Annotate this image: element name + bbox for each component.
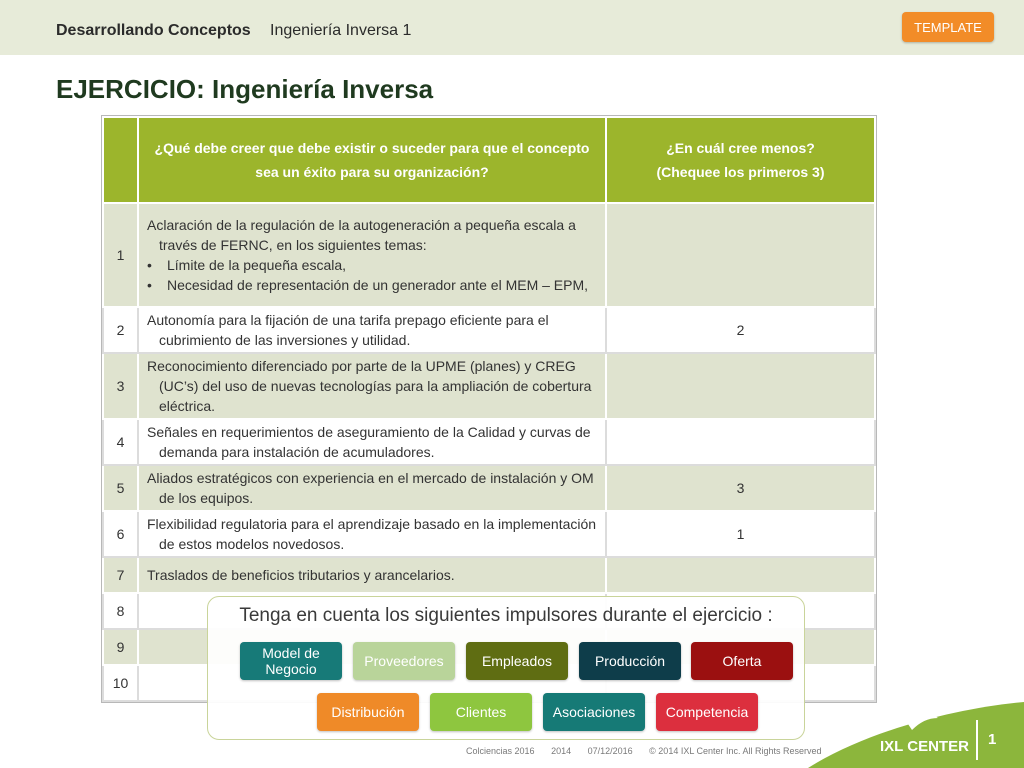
row-description (138, 307, 606, 353)
header-question-cell: ¿Qué debe creer que debe existir o suceder para que el concepto sea un éxito para su organización? (138, 117, 606, 203)
chip-modelo-negocio[interactable]: Model de Negocio (240, 642, 342, 680)
row-number: 1 (103, 203, 138, 307)
drivers-title: Tenga en cuenta los siguientes impulsores durante el ejercicio : (239, 605, 773, 626)
row-value[interactable]: 1 (606, 511, 875, 557)
brand-title: Desarrollando Conceptos (56, 22, 251, 39)
chip-produccion[interactable]: Producción (579, 642, 681, 680)
row-number: 7 (103, 557, 138, 593)
chip-oferta[interactable]: Oferta (691, 642, 793, 680)
bullet-dot: • (147, 277, 152, 293)
row-description-text: Señales en requerimientos de aseguramiento de la Calidad y curvas de demanda para instalación de acumuladores. (147, 424, 591, 460)
row-value[interactable] (606, 419, 875, 465)
row-number: 3 (103, 353, 138, 419)
header-num-cell (103, 117, 138, 203)
table-row (103, 465, 875, 511)
row-description (138, 419, 606, 465)
row-number: 2 (103, 307, 138, 353)
chip-asociaciones[interactable]: Asociaciones (543, 693, 645, 731)
row-number: 4 (103, 419, 138, 465)
footer-source: Colciencias 2016 (466, 746, 535, 756)
header-least-title: ¿En cuál cree menos? (666, 140, 815, 156)
bullet-item (147, 255, 597, 275)
row-value[interactable]: 2 (606, 307, 875, 353)
row-value[interactable] (606, 203, 875, 307)
header-least-cell (606, 117, 875, 203)
table-row (103, 353, 875, 419)
page-number: 1 (988, 731, 997, 748)
chip-proveedores[interactable]: Proveedores (353, 642, 455, 680)
corner-divider (976, 720, 978, 760)
chip-competencia[interactable]: Competencia (656, 693, 758, 731)
footer-date: 07/12/2016 (587, 746, 633, 756)
row-description (138, 203, 606, 307)
row-description-text: Reconocimiento diferenciado por parte de la UPME (planes) y CREG (UC’s) del uso de nuevas tecnologías para la ampliación de cobertura eléctrica. (147, 358, 592, 414)
row-description-text: Traslados de beneficios tributarios y arancelarios. (147, 567, 455, 583)
row-number: 9 (103, 629, 138, 665)
row-value[interactable] (606, 353, 875, 419)
footer-year: 2014 (551, 746, 572, 756)
row-description-text: Flexibilidad regulatoria para el aprendizaje basado en la implementación de estos modelos novedosos. (147, 516, 597, 552)
drivers-panel (207, 596, 805, 740)
row-description-text: Aclaración de la regulación de la autogeneración a pequeña escala a través de FERNC, en los siguientes temas: (147, 217, 576, 253)
row-number: 6 (103, 511, 138, 557)
bullet-item (147, 275, 597, 295)
row-description (138, 353, 606, 419)
bullet-text: Límite de la pequeña escala, (167, 257, 347, 273)
row-description (138, 557, 606, 593)
table-row (103, 419, 875, 465)
row-description (138, 465, 606, 511)
footer-copyright: © 2014 IXL Center Inc. All Rights Reserved (649, 746, 822, 756)
table-row (103, 307, 875, 353)
page-title: EJERCICIO: Ingeniería Inversa (56, 74, 434, 104)
row-number: 10 (103, 665, 138, 701)
row-value[interactable]: 3 (606, 465, 875, 511)
header-least-note: (Chequee los primeros 3) (656, 164, 825, 180)
table-row (103, 557, 875, 593)
footer (466, 746, 836, 756)
row-number: 5 (103, 465, 138, 511)
section-subtitle: Ingeniería Inversa 1 (270, 22, 412, 39)
row-value[interactable] (606, 557, 875, 593)
template-button[interactable]: TEMPLATE (902, 12, 994, 42)
chip-empleados[interactable]: Empleados (466, 642, 568, 680)
row-number: 8 (103, 593, 138, 629)
bullet-dot: • (147, 257, 152, 273)
table-row (103, 203, 875, 307)
chip-clientes[interactable]: Clientes (430, 693, 532, 731)
row-description-text: Aliados estratégicos con experiencia en el mercado de instalación y OM de los equipos. (147, 470, 594, 506)
table-row (103, 511, 875, 557)
ixl-logo: IXL CENTER (880, 738, 969, 755)
bullet-text: Necesidad de representación de un generador ante el MEM – EPM, (167, 277, 589, 293)
row-description-text: Autonomía para la fijación de una tarifa prepago eficiente para el cubrimiento de las inversiones y utilidad. (147, 312, 549, 348)
chip-distribucion[interactable]: Distribución (317, 693, 419, 731)
row-description (138, 511, 606, 557)
